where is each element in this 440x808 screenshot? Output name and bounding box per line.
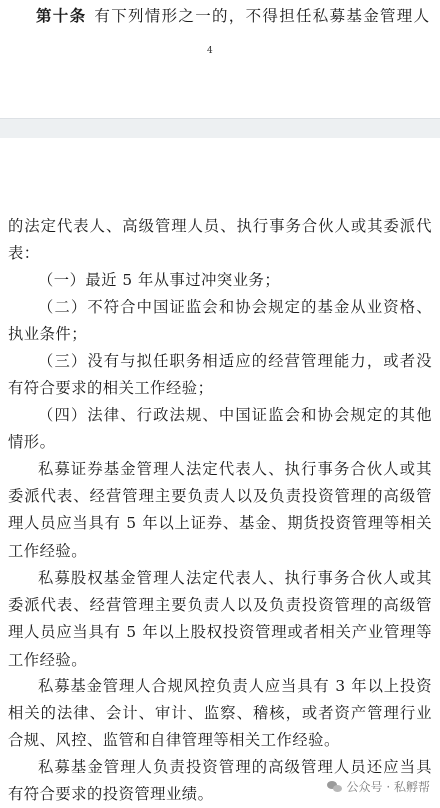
page-number: 4: [207, 46, 213, 56]
page-break-separator: [0, 118, 440, 139]
list-item-1: （一）最近 5 年从事过冲突业务；: [38, 271, 281, 289]
list-item-3: （三）没有与拟任职务相适应的经营管理能力，或者没有符合要求的相关工作经验；: [8, 352, 432, 398]
paragraph-equity-managers: 私募股权基金管理人法定代表人、执行事务合伙人或其委派代表、经营管理主要负责人以及负责投资管理的高级管理人员应当具有 5 年以上股权投资管理或者相关产业管理等工作经验。: [8, 569, 432, 669]
wechat-icon: [327, 780, 343, 794]
paragraph-securities-managers: 私募证券基金管理人法定代表人、执行事务合伙人或其委派代表、经营管理主要负责人以及负责投资管理的高级管理人员应当具有 5 年以上证券、基金、期货投资管理等相关工作经验。: [8, 460, 432, 560]
previous-page-fragment: [0, 0, 440, 118]
article-heading-text: 有下列情形之一的，不得担任私募基金管理人: [94, 7, 431, 25]
paragraph-investment-performance: 私募基金管理人负责投资管理的高级管理人员还应当具有符合要求的投资管理业绩。: [8, 758, 432, 804]
list-item-4: （四）法律、行政法规、中国证监会和协会规定的其他情形。: [8, 406, 432, 452]
paragraph-compliance-officer: 私募基金管理人合规风控负责人应当具有 3 年以上投资相关的法律、会计、审计、监察、稽核，或者资产管理行业合规、风控、监管和自律管理等相关工作经验。: [8, 677, 432, 750]
paragraph-continuation: 的法定代表人、高级管理人员、执行事务合伙人或其委派代表：: [8, 217, 432, 263]
list-item-2: （二）不符合中国证监会和协会规定的基金从业资格、执业条件；: [8, 298, 432, 344]
article-heading-line: [36, 4, 430, 26]
wechat-watermark: [327, 778, 430, 795]
watermark-text: 公众号 · 私孵帮: [346, 780, 430, 794]
article-number: 第十条: [36, 6, 87, 25]
